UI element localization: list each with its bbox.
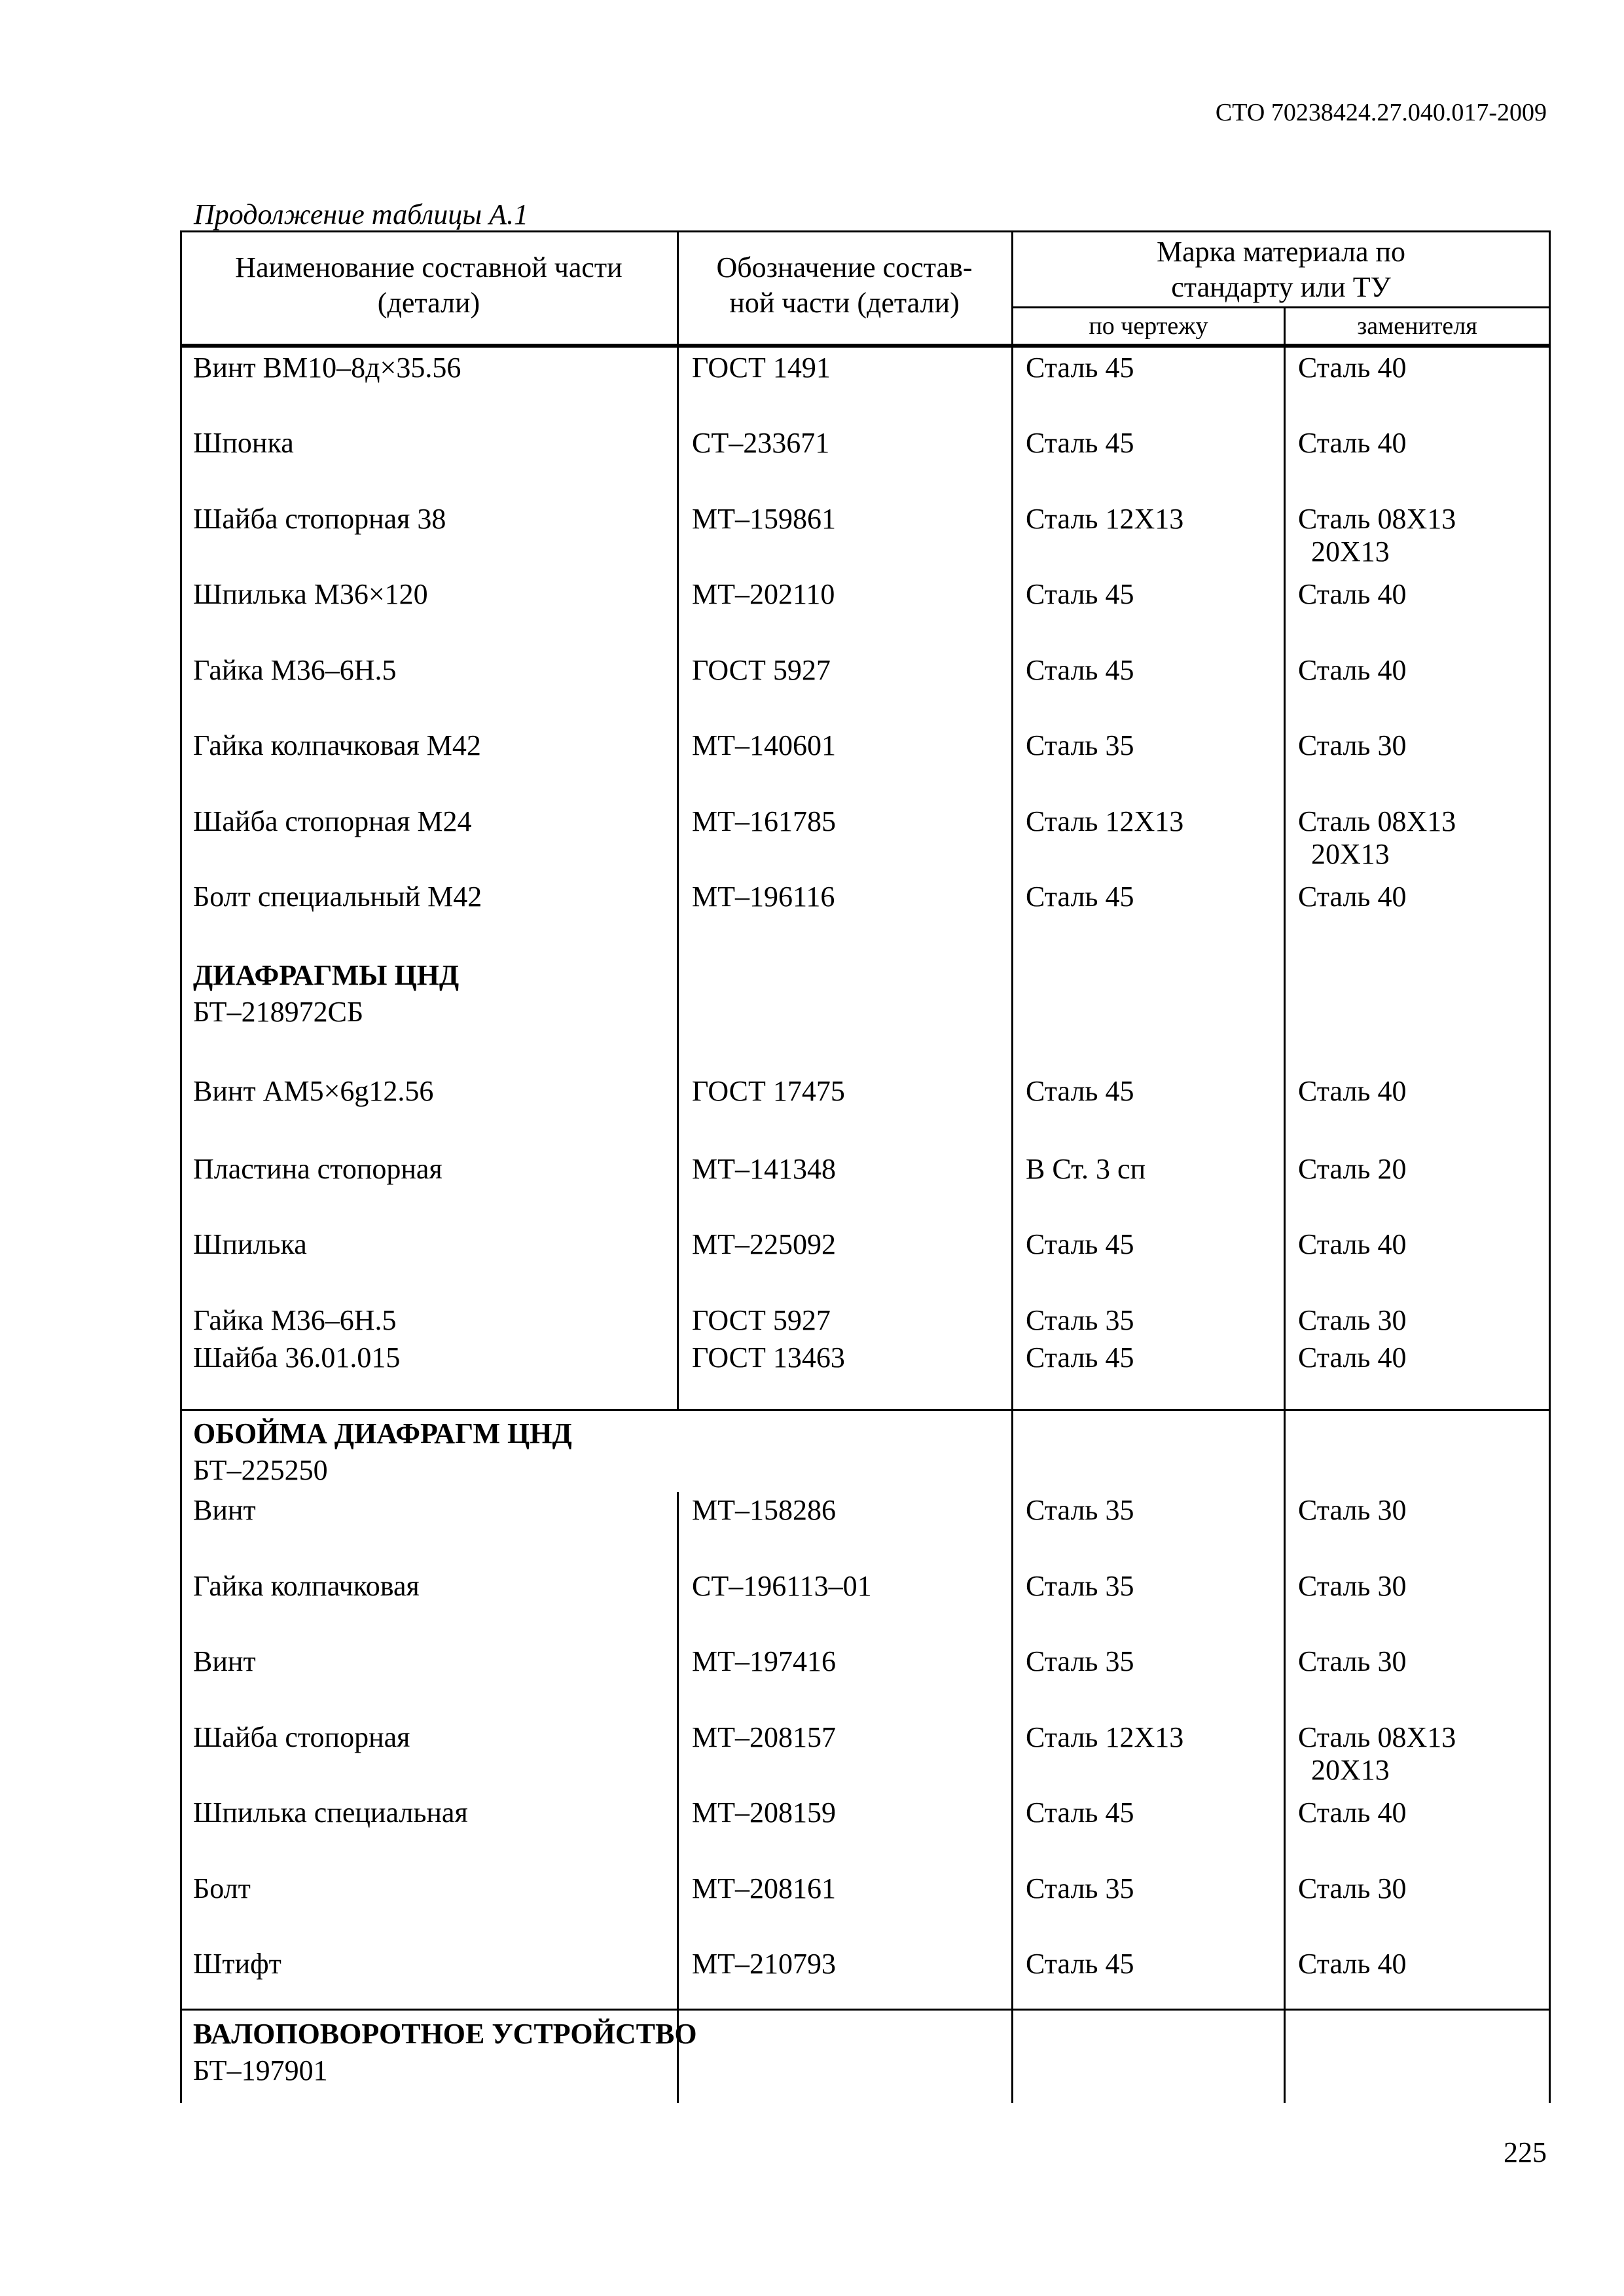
table-row [180,654,1551,687]
table-row [180,1153,1551,1186]
section-heading [193,957,459,1030]
material-by-drawing: Сталь 35 [1026,1304,1134,1336]
part-designation: СТ–233671 [692,427,830,459]
part-designation: МТ–202110 [692,578,835,610]
header-designation-line1: Обозначение состав- [716,251,973,283]
material-by-drawing: Сталь 12Х13 [1026,1721,1184,1753]
material-by-drawing: Сталь 12Х13 [1026,805,1184,837]
part-designation: МТ–208159 [692,1796,836,1829]
table-row [180,1341,1551,1374]
part-name: Пластина стопорная [193,1153,442,1185]
material-substitute: Сталь 20 [1298,1153,1407,1185]
material-by-drawing: В Ст. 3 сп [1026,1153,1146,1185]
part-name: Болт [193,1872,251,1904]
material-by-drawing: Сталь 35 [1026,729,1134,761]
part-designation: ГОСТ 5927 [692,654,831,686]
part-designation: МТ–161785 [692,805,836,837]
table-border-top [180,230,1551,232]
material-substitute: Сталь 30 [1298,729,1407,761]
material-substitute: Сталь 40 [1298,1228,1407,1260]
material-by-drawing: Сталь 35 [1026,1645,1134,1677]
material-by-drawing: Сталь 45 [1026,427,1134,459]
material-by-drawing: Сталь 45 [1026,1948,1134,1980]
part-designation: МТ–196116 [692,881,835,913]
header-designation [684,250,1005,321]
part-designation: МТ–208161 [692,1872,836,1904]
table-row [180,1304,1551,1337]
part-designation: СТ–196113–01 [692,1570,872,1602]
section-code: БТ–225250 [193,1454,328,1486]
material-by-drawing: Сталь 45 [1026,1796,1134,1829]
material-substitute: Сталь 30 [1298,1304,1407,1336]
header-substitute: заменителя [1357,312,1477,340]
table-row [180,1228,1551,1261]
part-designation: МТ–225092 [692,1228,836,1260]
material-substitute: Сталь 40 [1298,1948,1407,1980]
material-by-drawing: Сталь 35 [1026,1872,1134,1904]
material-substitute: Сталь 30 [1298,1494,1407,1526]
material-by-drawing: Сталь 45 [1026,1075,1134,1107]
material-substitute-extra: 20Х13 [1311,838,1390,870]
table-row [180,578,1551,611]
material-by-drawing: Сталь 45 [1026,578,1134,610]
header-name: Наименование составной части (детали) [235,251,623,319]
header-by-drawing: по чертежу [1089,312,1208,340]
material-substitute: Сталь 08Х13 [1298,805,1456,837]
part-name: Винт [193,1494,256,1526]
part-name: Гайка колпачковая М42 [193,729,481,761]
materials-table [180,230,1551,2103]
header-material-line2: стандарту или ТУ [1171,271,1391,303]
table-row [180,1721,1551,1786]
part-name: Винт АМ5×6g12.56 [193,1075,434,1107]
material-substitute: Сталь 30 [1298,1645,1407,1677]
section-divider-1 [180,1409,1551,1411]
part-name: Гайка М36–6Н.5 [193,1304,397,1336]
part-name: Винт [193,1645,256,1677]
document-code: СТО 70238424.27.040.017-2009 [1215,99,1547,126]
material-substitute: Сталь 08Х13 [1298,1721,1456,1753]
material-substitute: Сталь 40 [1298,654,1407,686]
section-divider-2 [180,2009,1551,2011]
part-designation: МТ–140601 [692,729,836,761]
section-title: ДИАФРАГМЫ ЦНД [193,959,460,991]
table-row [180,1075,1551,1108]
part-name: Шпонка [193,427,294,459]
table-caption: Продолжение таблицы А.1 [194,198,528,230]
material-substitute: Сталь 40 [1298,1796,1407,1829]
header-material [1018,234,1544,305]
part-designation: МТ–159861 [692,503,836,535]
table-row [180,1645,1551,1678]
section-title: ВАЛОПОВОРОТНОЕ УСТРОЙСТВО [193,2018,697,2050]
part-designation: МТ–158286 [692,1494,836,1526]
part-designation: МТ–208157 [692,1721,836,1753]
material-by-drawing: Сталь 45 [1026,352,1134,384]
header-bottom-line [180,344,1551,348]
table-row [180,1872,1551,1905]
table-row [180,881,1551,913]
section-code: БТ–197901 [193,2054,328,2086]
part-name: Винт ВМ10–8д×35.56 [193,352,461,384]
table-row [180,1494,1551,1527]
part-name: Шайба 36.01.015 [193,1341,401,1374]
header-material-line1: Марка материала по [1156,236,1406,268]
table-row [180,352,1551,384]
material-by-drawing: Сталь 45 [1026,654,1134,686]
part-name: Штифт [193,1948,281,1980]
material-by-drawing: Сталь 45 [1026,1228,1134,1260]
page-number: 225 [1504,2136,1547,2168]
part-designation: ГОСТ 17475 [692,1075,845,1107]
table-divider-material [1284,308,1286,2103]
table-row [180,1948,1551,1980]
part-name: Шайба стопорная М24 [193,805,472,837]
material-substitute: Сталь 40 [1298,578,1407,610]
material-by-drawing: Сталь 35 [1026,1494,1134,1526]
material-substitute: Сталь 40 [1298,1341,1407,1374]
part-name: Гайка колпачковая [193,1570,420,1602]
table-row [180,805,1551,870]
part-name: Шайба стопорная [193,1721,410,1753]
table-row [180,1796,1551,1829]
part-designation: МТ–197416 [692,1645,836,1677]
part-designation: ГОСТ 5927 [692,1304,831,1336]
header-designation-line2: ной части (детали) [729,287,960,319]
part-name: Шпилька [193,1228,307,1260]
material-substitute: Сталь 40 [1298,352,1407,384]
material-substitute: Сталь 40 [1298,881,1407,913]
part-name: Гайка М36–6Н.5 [193,654,397,686]
material-substitute: Сталь 08Х13 [1298,503,1456,535]
material-by-drawing: Сталь 45 [1026,881,1134,913]
material-substitute-extra: 20Х13 [1311,1754,1390,1786]
material-substitute: Сталь 30 [1298,1872,1407,1904]
part-name: Шайба стопорная 38 [193,503,446,535]
part-designation: ГОСТ 13463 [692,1341,845,1374]
table-row [180,1570,1551,1603]
section-heading [193,2016,697,2089]
material-by-drawing: Сталь 45 [1026,1341,1134,1374]
table-row [180,503,1551,568]
material-subheader-line [1011,306,1551,308]
section-code: БТ–218972СБ [193,996,364,1028]
material-by-drawing: Сталь 35 [1026,1570,1134,1602]
material-substitute: Сталь 40 [1298,427,1407,459]
material-substitute-extra: 20Х13 [1311,536,1390,568]
part-designation: ГОСТ 1491 [692,352,831,384]
material-by-drawing: Сталь 12Х13 [1026,503,1184,535]
section-title: ОБОЙМА ДИАФРАГМ ЦНД [193,1417,572,1449]
table-row [180,729,1551,762]
part-designation: МТ–141348 [692,1153,836,1185]
part-designation: МТ–210793 [692,1948,836,1980]
table-row [180,427,1551,460]
section-heading [193,1415,572,1489]
part-name: Шпилька специальная [193,1796,468,1829]
part-name: Шпилька М36×120 [193,578,428,610]
part-name: Болт специальный М42 [193,881,482,913]
material-substitute: Сталь 30 [1298,1570,1407,1602]
material-substitute: Сталь 40 [1298,1075,1407,1107]
